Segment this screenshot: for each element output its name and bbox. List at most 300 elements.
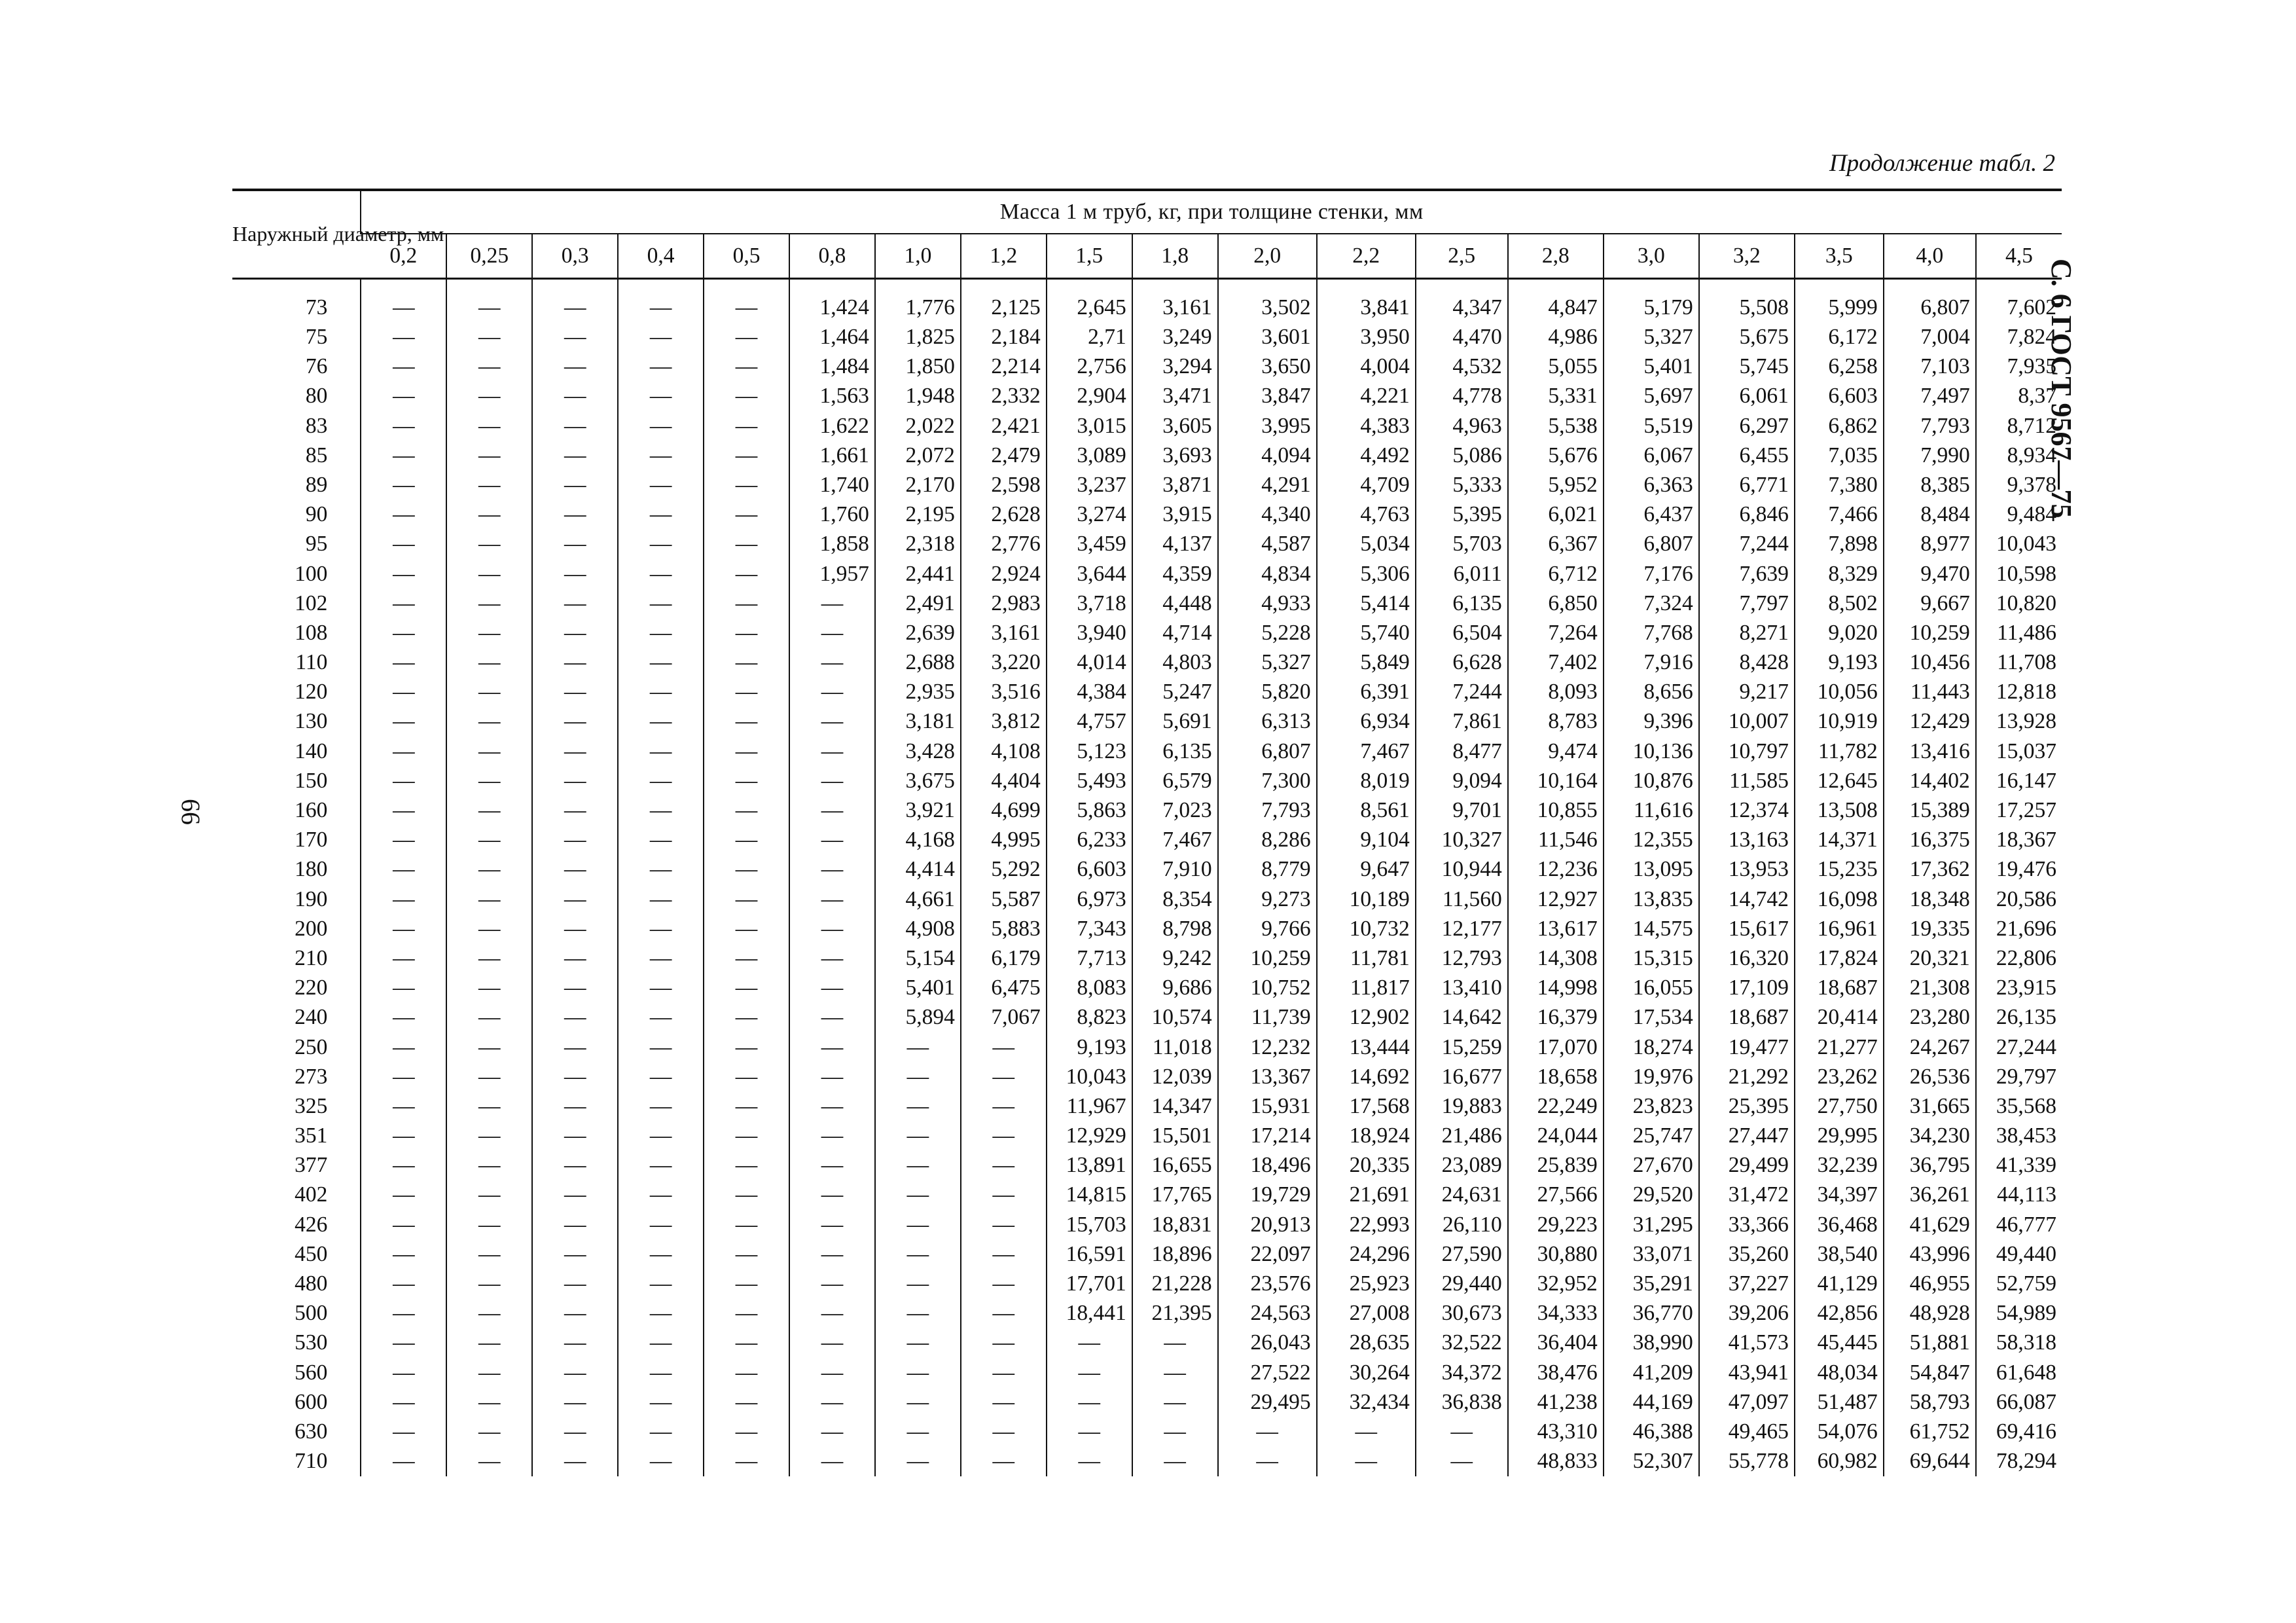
mass-cell: — (789, 1358, 875, 1387)
mass-cell: 2,776 (961, 530, 1047, 559)
mass-cell: 11,708 (1976, 647, 2062, 677)
mass-cell: 6,973 (1047, 884, 1132, 914)
table-row (232, 1269, 2062, 1298)
mass-cell: 14,692 (1317, 1062, 1416, 1091)
mass-cell: — (961, 1150, 1047, 1180)
mass-cell: 27,447 (1699, 1121, 1795, 1150)
mass-cell: 22,806 (1976, 943, 2062, 973)
mass-cell: 27,750 (1795, 1091, 1884, 1121)
mass-cell: 16,375 (1884, 825, 1976, 854)
mass-cell: 6,437 (1604, 500, 1699, 529)
table-row (232, 677, 2062, 706)
mass-cell: 4,908 (875, 914, 961, 943)
mass-cell: 24,296 (1317, 1239, 1416, 1269)
thickness-header-cell: 2,2 (1317, 234, 1416, 279)
mass-cell: 21,308 (1884, 973, 1976, 1002)
mass-cell: — (1218, 1417, 1317, 1446)
mass-cell: 9,242 (1132, 943, 1218, 973)
thickness-header-row (232, 234, 2062, 279)
mass-cell: — (789, 1239, 875, 1269)
mass-cell: — (532, 1269, 618, 1298)
mass-cell: 2,71 (1047, 322, 1132, 352)
mass-cell: 34,372 (1416, 1358, 1508, 1387)
table-row (232, 1032, 2062, 1062)
mass-cell: — (618, 500, 704, 529)
mass-cell: — (361, 825, 446, 854)
mass-cell: 34,230 (1884, 1121, 1976, 1150)
table-row (232, 530, 2062, 559)
mass-cell: — (532, 1417, 618, 1446)
mass-cell: — (704, 1269, 789, 1298)
mass-cell: — (704, 1239, 789, 1269)
mass-cell: — (446, 707, 532, 737)
mass-cell: 1,563 (789, 382, 875, 411)
thickness-header-cell: 3,5 (1795, 234, 1884, 279)
mass-cell: 17,362 (1884, 855, 1976, 884)
mass-cell: 26,043 (1218, 1328, 1317, 1358)
mass-cell: — (446, 1387, 532, 1417)
mass-cell: 48,034 (1795, 1358, 1884, 1387)
mass-cell: — (789, 973, 875, 1002)
mass-cell: — (618, 411, 704, 441)
mass-cell: — (361, 470, 446, 500)
mass-cell: 14,347 (1132, 1091, 1218, 1121)
mass-cell: — (532, 973, 618, 1002)
mass-cell: 42,856 (1795, 1298, 1884, 1328)
mass-cell: 32,239 (1795, 1150, 1884, 1180)
mass-cell: 3,644 (1047, 559, 1132, 589)
mass-cell: — (875, 1446, 961, 1476)
mass-cell: 4,699 (961, 795, 1047, 825)
mass-cell: 5,327 (1218, 647, 1317, 677)
mass-cell: 4,963 (1416, 411, 1508, 441)
mass-cell: — (961, 1417, 1047, 1446)
mass-cell: 3,428 (875, 737, 961, 766)
mass-cell: — (361, 677, 446, 706)
mass-cell: 7,023 (1132, 795, 1218, 825)
mass-cell: 21,691 (1317, 1180, 1416, 1210)
mass-cell: 5,740 (1317, 618, 1416, 647)
mass-cell: — (875, 1298, 961, 1328)
mass-cell: — (618, 1210, 704, 1239)
mass-cell: — (446, 470, 532, 500)
mass-cell: — (361, 914, 446, 943)
mass-cell: 16,320 (1699, 943, 1795, 973)
mass-cell: — (704, 1091, 789, 1121)
diameter-cell: 95 (305, 532, 328, 556)
mass-cell: 12,929 (1047, 1121, 1132, 1150)
mass-cell: 3,294 (1132, 352, 1218, 381)
mass-cell: 8,019 (1317, 766, 1416, 795)
mass-cell: 27,566 (1508, 1180, 1604, 1210)
mass-cell: — (961, 1358, 1047, 1387)
mass-cell: — (961, 1328, 1047, 1358)
mass-cell: 32,522 (1416, 1328, 1508, 1358)
mass-cell: 6,846 (1699, 500, 1795, 529)
mass-cell: — (618, 1269, 704, 1298)
mass-cell: 7,497 (1884, 382, 1976, 411)
mass-cell: 9,104 (1317, 825, 1416, 854)
mass-cell: 12,902 (1317, 1003, 1416, 1032)
diameter-cell: 120 (295, 680, 328, 704)
mass-cell: 7,244 (1699, 530, 1795, 559)
mass-cell: 19,883 (1416, 1091, 1508, 1121)
mass-cell: 3,915 (1132, 500, 1218, 529)
mass-cell: — (704, 1417, 789, 1446)
mass-cell: — (789, 766, 875, 795)
mass-cell: 36,770 (1604, 1298, 1699, 1328)
diameter-cell: 220 (295, 976, 328, 1000)
mass-cell: 8,779 (1218, 855, 1317, 884)
table-row (232, 441, 2062, 470)
mass-cell: — (789, 1387, 875, 1417)
mass-cell: — (704, 322, 789, 352)
mass-cell: 25,395 (1699, 1091, 1795, 1121)
mass-cell: — (361, 1328, 446, 1358)
mass-cell: — (704, 737, 789, 766)
mass-cell: — (789, 1446, 875, 1476)
mass-cell: — (875, 1239, 961, 1269)
mass-cell: 24,563 (1218, 1298, 1317, 1328)
mass-cell: 16,147 (1976, 766, 2062, 795)
mass-cell: — (361, 618, 446, 647)
mass-cell: 43,310 (1508, 1417, 1604, 1446)
mass-cell: — (789, 1269, 875, 1298)
mass-cell: — (618, 737, 704, 766)
mass-cell: 2,935 (875, 677, 961, 706)
mass-cell: 8,484 (1884, 500, 1976, 529)
mass-cell: — (704, 707, 789, 737)
mass-cell: 3,841 (1317, 293, 1416, 322)
mass-cell: — (704, 766, 789, 795)
mass-cell: 3,950 (1317, 322, 1416, 352)
mass-cell: 3,675 (875, 766, 961, 795)
diameter-cell: 180 (295, 857, 328, 882)
mass-cell: 17,765 (1132, 1180, 1218, 1210)
mass-cell: 22,249 (1508, 1091, 1604, 1121)
mass-cell: 7,176 (1604, 559, 1699, 589)
mass-cell: 7,639 (1699, 559, 1795, 589)
mass-cell: — (789, 1062, 875, 1091)
mass-cell: 5,820 (1218, 677, 1317, 706)
mass-cell: — (961, 1062, 1047, 1091)
mass-cell: 2,904 (1047, 382, 1132, 411)
mass-cell: — (704, 589, 789, 618)
mass-cell: — (361, 441, 446, 470)
mass-cell: — (1132, 1417, 1218, 1446)
diameter-cell: 130 (295, 709, 328, 734)
mass-cell: 12,374 (1699, 795, 1795, 825)
mass-cell: — (1317, 1446, 1416, 1476)
thickness-header-cell: 0,3 (532, 234, 618, 279)
mass-cell: — (1132, 1358, 1218, 1387)
mass-cell: 1,484 (789, 352, 875, 381)
mass-cell: — (446, 411, 532, 441)
mass-cell: 9,193 (1795, 647, 1884, 677)
mass-cell: 32,952 (1508, 1269, 1604, 1298)
mass-cell: — (446, 1210, 532, 1239)
mass-cell: — (361, 589, 446, 618)
mass-cell: 3,249 (1132, 322, 1218, 352)
diameter-cell: 75 (305, 325, 328, 350)
mass-cell: 14,815 (1047, 1180, 1132, 1210)
table-row (232, 618, 2062, 647)
mass-cell: 34,397 (1795, 1180, 1884, 1210)
mass-cell: 17,568 (1317, 1091, 1416, 1121)
mass-cell: — (361, 766, 446, 795)
mass-cell: 9,217 (1699, 677, 1795, 706)
mass-cell: 9,396 (1604, 707, 1699, 737)
mass-cell: 61,648 (1976, 1358, 2062, 1387)
mass-cell: 3,502 (1218, 293, 1317, 322)
mass-cell: — (618, 1446, 704, 1476)
mass-cell: 3,237 (1047, 470, 1132, 500)
mass-cell: 8,477 (1416, 737, 1508, 766)
mass-cell: 18,367 (1976, 825, 2062, 854)
mass-cell: — (1317, 1417, 1416, 1446)
mass-cell: 2,072 (875, 441, 961, 470)
mass-cell: 33,366 (1699, 1210, 1795, 1239)
mass-cell: 8,561 (1317, 795, 1416, 825)
mass-cell: 2,645 (1047, 293, 1132, 322)
mass-cell: 2,125 (961, 293, 1047, 322)
mass-cell: — (446, 855, 532, 884)
mass-cell: 12,177 (1416, 914, 1508, 943)
mass-cell: 6,011 (1416, 559, 1508, 589)
mass-cell: — (361, 884, 446, 914)
mass-cell: — (361, 943, 446, 973)
mass-cell: 6,934 (1317, 707, 1416, 737)
mass-cell: 3,812 (961, 707, 1047, 737)
thickness-header-cell: 0,25 (446, 234, 532, 279)
table-row (232, 352, 2062, 381)
diameter-cell: 500 (295, 1301, 328, 1326)
table-row (232, 470, 2062, 500)
mass-cell: 11,585 (1699, 766, 1795, 795)
mass-cell: 11,967 (1047, 1091, 1132, 1121)
mass-cell: — (361, 1298, 446, 1328)
table-row (232, 1121, 2062, 1150)
mass-cell: 9,701 (1416, 795, 1508, 825)
mass-cell: 5,123 (1047, 737, 1132, 766)
mass-cell: 9,094 (1416, 766, 1508, 795)
mass-cell: 1,622 (789, 411, 875, 441)
table-row (232, 914, 2062, 943)
mass-cell: 7,244 (1416, 677, 1508, 706)
mass-cell: — (875, 1121, 961, 1150)
mass-cell: 3,089 (1047, 441, 1132, 470)
mass-cell: 5,675 (1699, 322, 1795, 352)
mass-cell: — (446, 1358, 532, 1387)
mass-cell: 16,961 (1795, 914, 1884, 943)
mass-cell: — (875, 1269, 961, 1298)
mass-cell: — (446, 1032, 532, 1062)
mass-cell: 5,331 (1508, 382, 1604, 411)
mass-cell: — (361, 530, 446, 559)
mass-cell: 3,693 (1132, 441, 1218, 470)
mass-cell: 8,385 (1884, 470, 1976, 500)
mass-cell: 32,434 (1317, 1387, 1416, 1417)
mass-cell: — (446, 1150, 532, 1180)
mass-cell: 5,401 (875, 973, 961, 1002)
mass-cell: — (789, 1180, 875, 1210)
mass-cell: 2,214 (961, 352, 1047, 381)
mass-cell: 21,228 (1132, 1269, 1218, 1298)
mass-cell: 4,004 (1317, 352, 1416, 381)
mass-cell: 8,712 (1976, 411, 2062, 441)
mass-cell: 12,927 (1508, 884, 1604, 914)
mass-cell: — (446, 825, 532, 854)
mass-cell: 7,402 (1508, 647, 1604, 677)
mass-cell: — (361, 1387, 446, 1417)
mass-cell: 5,333 (1416, 470, 1508, 500)
mass-cell: 3,847 (1218, 382, 1317, 411)
mass-cell: 11,486 (1976, 618, 2062, 647)
mass-cell: 36,261 (1884, 1180, 1976, 1210)
mass-cell: 3,921 (875, 795, 961, 825)
mass-cell: — (361, 1239, 446, 1269)
mass-cell: 16,055 (1604, 973, 1699, 1002)
mass-cell: — (532, 707, 618, 737)
mass-cell: 30,673 (1416, 1298, 1508, 1328)
mass-cell: 10,944 (1416, 855, 1508, 884)
mass-cell: — (446, 737, 532, 766)
mass-cell: 6,807 (1218, 737, 1317, 766)
mass-cell: — (532, 1358, 618, 1387)
mass-cell: 7,713 (1047, 943, 1132, 973)
mass-cell: — (875, 1210, 961, 1239)
mass-cell: — (446, 618, 532, 647)
mass-cell: 10,919 (1795, 707, 1884, 737)
mass-cell: 18,896 (1132, 1239, 1218, 1269)
table-row (232, 795, 2062, 825)
mass-cell: 13,953 (1699, 855, 1795, 884)
diameter-column-header: Наружный диаметр, мм (232, 190, 361, 279)
mass-cell: 5,401 (1604, 352, 1699, 381)
mass-cell: 17,214 (1218, 1121, 1317, 1150)
mass-cell: 4,291 (1218, 470, 1317, 500)
mass-cell: 9,766 (1218, 914, 1317, 943)
mass-cell: 13,891 (1047, 1150, 1132, 1180)
mass-cell: 13,508 (1795, 795, 1884, 825)
mass-cell: 8,428 (1699, 647, 1795, 677)
mass-cell: 10,732 (1317, 914, 1416, 943)
mass-cell: 6,021 (1508, 500, 1604, 529)
mass-cell: — (789, 1417, 875, 1446)
mass-cell: — (532, 1062, 618, 1091)
mass-cell: 19,335 (1884, 914, 1976, 943)
mass-cell: 17,070 (1508, 1032, 1604, 1062)
mass-cell: 27,522 (1218, 1358, 1317, 1387)
mass-cell: 39,206 (1699, 1298, 1795, 1328)
mass-cell: 51,487 (1795, 1387, 1884, 1417)
table-row (232, 559, 2062, 589)
mass-cell: — (361, 1180, 446, 1210)
mass-cell: 4,492 (1317, 441, 1416, 470)
mass-cell: 69,416 (1976, 1417, 2062, 1446)
mass-cell: 46,777 (1976, 1210, 2062, 1239)
mass-cell: 31,665 (1884, 1091, 1976, 1121)
mass-cell: — (361, 647, 446, 677)
mass-cell: — (704, 1387, 789, 1417)
mass-cell: 33,071 (1604, 1239, 1699, 1269)
mass-cell: — (446, 1091, 532, 1121)
mass-cell: 29,495 (1218, 1387, 1317, 1417)
thickness-header-cell: 0,8 (789, 234, 875, 279)
thickness-header-cell: 3,2 (1699, 234, 1795, 279)
mass-cell: 25,747 (1604, 1121, 1699, 1150)
mass-cell: 9,273 (1218, 884, 1317, 914)
diameter-cell: 250 (295, 1034, 328, 1059)
mass-cell: 5,691 (1132, 707, 1218, 737)
mass-cell: 6,313 (1218, 707, 1317, 737)
mass-cell: 43,996 (1884, 1239, 1976, 1269)
mass-cell: 5,179 (1604, 293, 1699, 322)
mass-cell: — (532, 618, 618, 647)
mass-cell: 2,184 (961, 322, 1047, 352)
mass-cell: — (704, 411, 789, 441)
mass-cell: 3,015 (1047, 411, 1132, 441)
mass-cell: 54,989 (1976, 1298, 2062, 1328)
mass-cell: 4,834 (1218, 559, 1317, 589)
diameter-cell: 200 (295, 916, 328, 941)
mass-cell: — (532, 1239, 618, 1269)
mass-cell: — (446, 352, 532, 381)
mass-cell: 46,388 (1604, 1417, 1699, 1446)
mass-cell: 3,718 (1047, 589, 1132, 618)
mass-cell: — (704, 1003, 789, 1032)
mass-cell: — (361, 1358, 446, 1387)
mass-cell: 35,568 (1976, 1091, 2062, 1121)
mass-cell: — (532, 352, 618, 381)
mass-cell: 5,952 (1508, 470, 1604, 500)
mass-cell: 21,292 (1699, 1062, 1795, 1091)
mass-cell: 3,161 (1132, 293, 1218, 322)
mass-cell: 14,642 (1416, 1003, 1508, 1032)
mass-cell: 1,661 (789, 441, 875, 470)
mass-cell: 15,501 (1132, 1121, 1218, 1150)
mass-cell: 9,474 (1508, 737, 1604, 766)
mass-cell: — (446, 1298, 532, 1328)
mass-cell: 5,493 (1047, 766, 1132, 795)
mass-cell: 10,007 (1699, 707, 1795, 737)
mass-cell: 9,686 (1132, 973, 1218, 1002)
mass-cell: 6,391 (1317, 677, 1416, 706)
table-row (232, 1298, 2062, 1328)
mass-cell: 48,928 (1884, 1298, 1976, 1328)
table-row (232, 1062, 2062, 1091)
table-row (232, 1358, 2062, 1387)
mass-cell: 6,135 (1416, 589, 1508, 618)
mass-cell: — (532, 589, 618, 618)
mass-cell: — (961, 1121, 1047, 1150)
mass-cell: — (704, 914, 789, 943)
mass-cell: — (446, 795, 532, 825)
mass-cell: 4,847 (1508, 293, 1604, 322)
mass-cell: — (789, 1091, 875, 1121)
mass-cell: 51,881 (1884, 1328, 1976, 1358)
mass-cell: — (361, 1121, 446, 1150)
mass-cell: — (1047, 1446, 1132, 1476)
mass-cell: 38,540 (1795, 1239, 1884, 1269)
mass-cell: — (532, 766, 618, 795)
mass-cell: 13,367 (1218, 1062, 1317, 1091)
mass-cell: 1,464 (789, 322, 875, 352)
diameter-cell: 108 (295, 620, 328, 645)
mass-cell: — (618, 943, 704, 973)
mass-cell: 5,697 (1604, 382, 1699, 411)
mass-cell: 6,862 (1795, 411, 1884, 441)
